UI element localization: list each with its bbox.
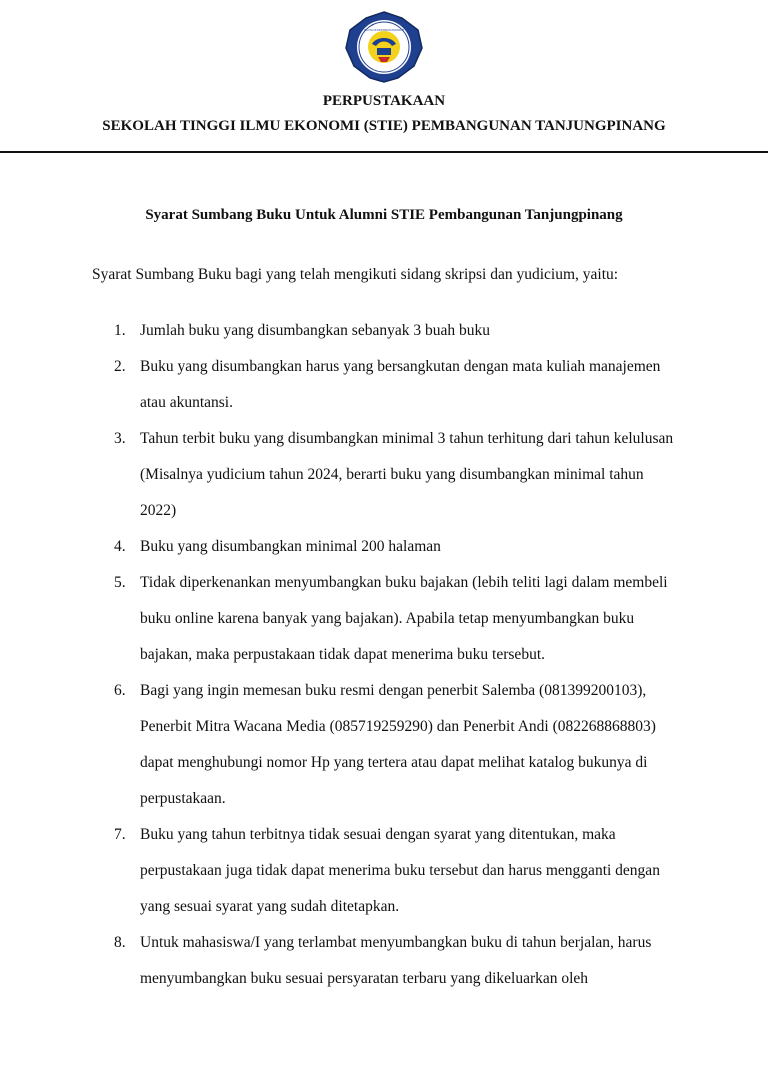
institution-heading: SEKOLAH TINGGI ILMU EKONOMI (STIE) PEMBANGUNAN TANJUNGPINANG <box>102 118 666 134</box>
list-item-number: 4. <box>114 538 126 555</box>
list-item <box>0 421 768 529</box>
list-item-line: Buku yang disumbangkan harus yang bersangkutan dengan mata kuliah manajemen <box>140 358 661 375</box>
list-item-line: 2022) <box>140 502 177 519</box>
list-item-line: Buku yang tahun terbitnya tidak sesuai dengan syarat yang ditentukan, maka <box>140 826 616 843</box>
list-item-number: 3. <box>114 430 126 447</box>
list-item <box>0 673 768 817</box>
list-item-number: 2. <box>114 358 126 375</box>
list-item-number: 8. <box>114 934 126 951</box>
list-item-line: Buku yang disumbangkan minimal 200 halaman <box>140 538 441 555</box>
list-item-line: Tahun terbit buku yang disumbangkan minimal 3 tahun terhitung dari tahun kelulusan <box>140 430 674 447</box>
list-item-line: perpustakaan. <box>140 790 226 807</box>
list-item <box>0 817 768 925</box>
list-item-line: Penerbit Mitra Wacana Media (085719259290) dan Penerbit Andi (082268868803) <box>140 718 656 735</box>
list-item-number: 6. <box>114 682 126 699</box>
stie-logo <box>342 10 426 84</box>
list-item-number: 1. <box>114 322 126 339</box>
requirements-list <box>0 313 768 997</box>
list-item-line: menyumbangkan buku sesuai persyaratan terbaru yang dikeluarkan oleh <box>140 970 589 987</box>
list-item-line: dapat menghubungi nomor Hp yang tertera atau dapat melihat katalog bukunya di <box>140 754 648 771</box>
list-item-line: Bagi yang ingin memesan buku resmi dengan penerbit Salemba (081399200103), <box>140 682 647 699</box>
logo-text: SEKOLAH TINGGI ILMU EKONOMI PEMBANGUNAN TANJUNGPINANG STIE <box>364 28 405 32</box>
list-item-line: Tidak diperkenankan menyumbangkan buku bajakan (lebih teliti lagi dalam membeli <box>140 574 668 591</box>
list-item <box>0 529 768 565</box>
list-item-line: Jumlah buku yang disumbangkan sebanyak 3 buah buku <box>140 322 490 339</box>
list-item <box>0 313 768 349</box>
document-title: Syarat Sumbang Buku Untuk Alumni STIE Pembangunan Tanjungpinang <box>145 207 623 223</box>
list-item-number: 7. <box>114 826 126 843</box>
list-item-line: yang sesuai syarat yang sudah ditetapkan. <box>140 898 400 915</box>
library-heading: PERPUSTAKAAN <box>322 93 446 109</box>
list-item <box>0 565 768 673</box>
list-item-line: Untuk mahasiswa/I yang terlambat menyumbangkan buku di tahun berjalan, harus <box>140 934 652 951</box>
list-item <box>0 349 768 421</box>
list-item-line: perpustakaan juga tidak dapat menerima buku tersebut dan harus mengganti dengan <box>140 862 660 879</box>
list-item-number: 5. <box>114 574 126 591</box>
list-item-line: buku online karena banyak yang bajakan). Apabila tetap menyumbangkan buku <box>140 610 635 627</box>
list-item-line: atau akuntansi. <box>140 394 233 411</box>
intro-paragraph: Syarat Sumbang Buku bagi yang telah mengikuti sidang skripsi dan yudicium, yaitu: <box>92 266 619 283</box>
list-item-line: bajakan, maka perpustakaan tidak dapat menerima buku tersebut. <box>140 646 545 663</box>
list-item <box>0 925 768 997</box>
list-item-line: (Misalnya yudicium tahun 2024, berarti buku yang disumbangkan minimal tahun <box>140 466 644 483</box>
header-divider <box>0 151 768 153</box>
